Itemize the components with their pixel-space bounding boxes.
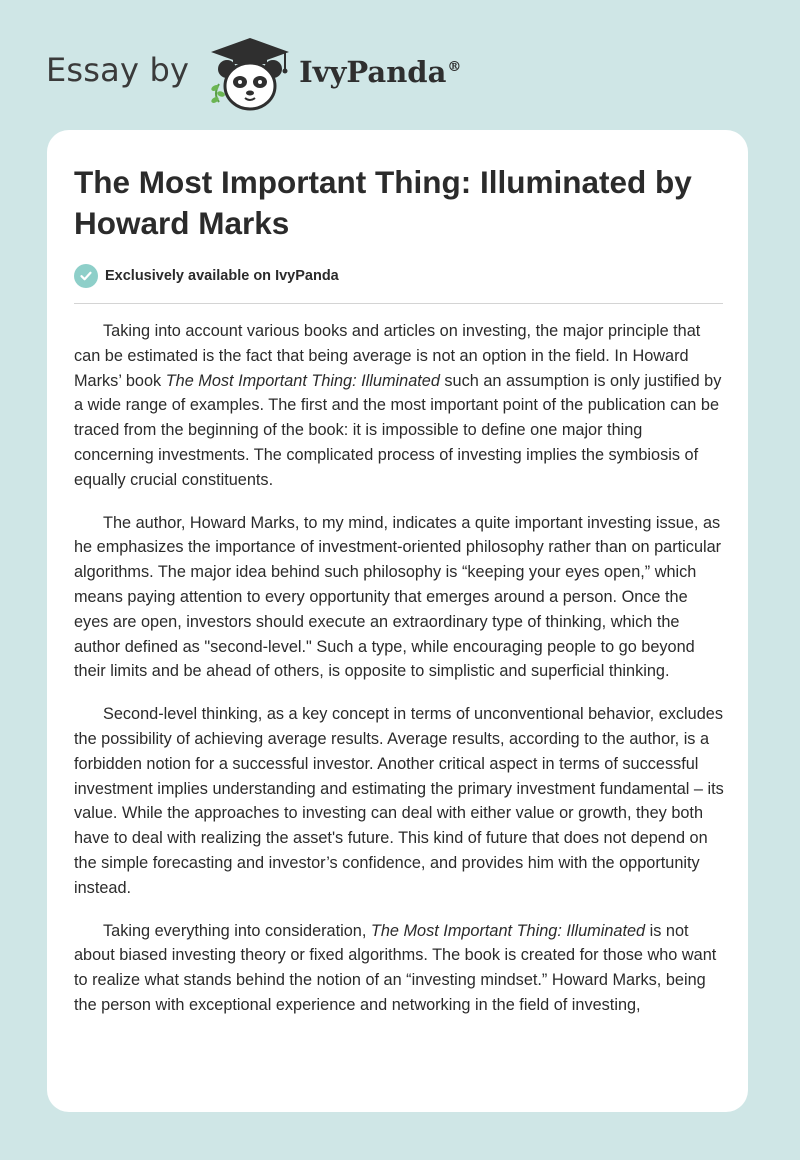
paragraph-1: Taking into account various books and articles on investing, the major principle that can be estimated is the fact that being average is not an option in the field. In Howard Marks’ book The Most Important Thing: Illuminated such an assumption is only justified by a wide range of examples. The first and the most important point of the publication can be traced from the beginning of the book: it is impossible to define one major thing concerning investments. The complicated process of investing implies the symbiosis of equally crucial constituents. — [74, 322, 722, 489]
essay-by-label: Essay by — [46, 51, 190, 89]
check-circle-icon — [74, 264, 98, 288]
divider — [74, 303, 723, 304]
book-title: The Most Important Thing: Illuminated — [370, 921, 646, 940]
exclusive-badge — [74, 264, 339, 288]
paragraph-3: Second-level thinking, as a key concept in terms of unconventional behavior, excludes the possibility of achieving average results. Average results, according to the author, is a forbidden notion for a successful investor. Another critical aspect in terms of successful investment implies understanding and estimating the primary investment fundamental – its value. While the approaches to investing can deal with either value or growth, they both have to deal with realizing the asset's future. This kind of future that does not depend on the simple forecasting and investor’s confidence, and provides him with the opportunity instead. — [74, 705, 724, 897]
brand-name[interactable]: IvyPanda® — [299, 55, 462, 89]
site-header — [46, 34, 461, 114]
page-title: The Most Important Thing: Illuminated by Howard Marks — [74, 164, 692, 241]
registered-mark: ® — [447, 59, 462, 76]
panda-graduate-logo-icon[interactable] — [207, 36, 293, 112]
essay-body — [74, 319, 724, 1036]
badge-text: Exclusively available on IvyPanda — [105, 268, 339, 284]
paragraph-4: Taking everything into consideration, The Most Important Thing: Illuminated is not about biased investing theory or fixed algorithms. The book is created for those who want to realize what stands behind the notion of an “investing mindset.” Howard Marks, being the person with exceptional experience and networking in the field of investing, — [74, 921, 717, 1014]
paragraph-2: The author, Howard Marks, to my mind, indicates a quite important investing issue, as he emphasizes the importance of investment-oriented philosophy rather than on particular algorithms. The major idea behind such philosophy is “keeping your eyes open,” which means paying attention to every opportunity that emerges around a person. Once the eyes are open, investors should execute an extraordinary type of thinking, which the author defined as "second-level." Such a type, while encouraging people to go beyond their limits and be ahead of others, is opposite to simplistic and superficial thinking. — [74, 513, 722, 681]
essay-card — [47, 130, 748, 1112]
book-title: The Most Important Thing: Illuminated — [165, 371, 440, 390]
